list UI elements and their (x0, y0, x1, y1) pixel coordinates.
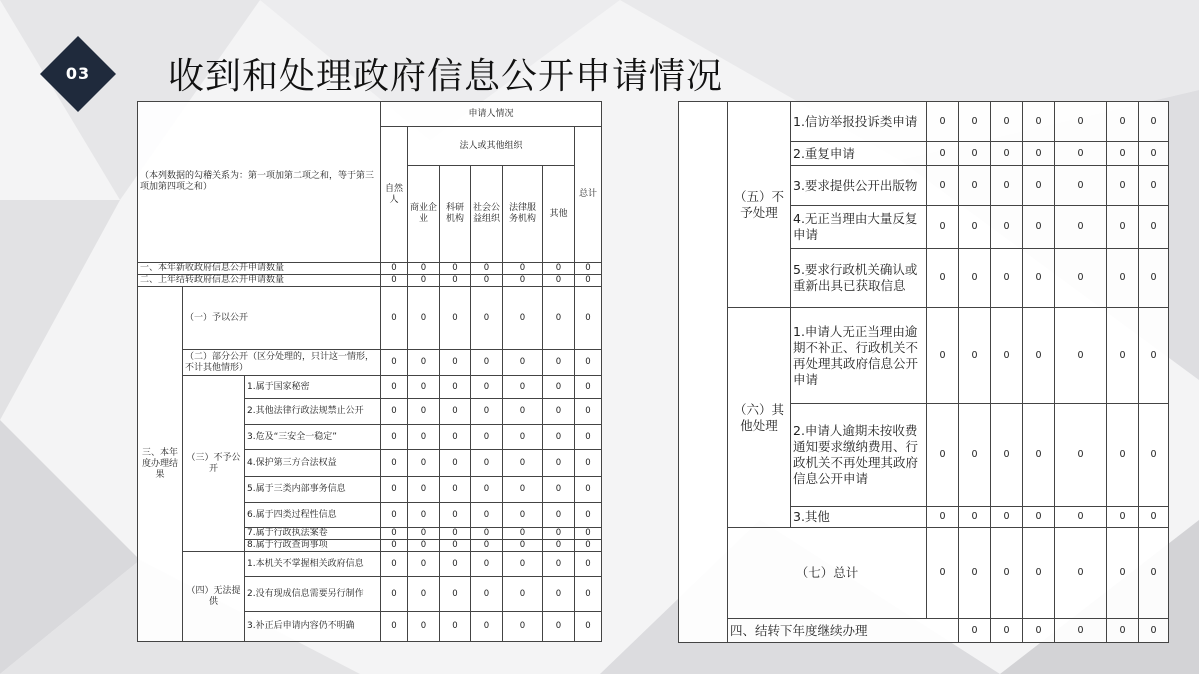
cell-value: 0 (381, 399, 408, 425)
cell-value: 0 (1055, 619, 1107, 643)
cell-value: 0 (381, 450, 408, 477)
cell-value: 0 (503, 577, 543, 612)
cell-value: （本列数据的勾稽关系为：第一项加第二项之和，等于第三项加第四项之和） (140, 171, 375, 192)
cell-value: 0 (927, 102, 959, 142)
header-legal-service: 法律服务机构 (503, 166, 543, 263)
cell-value: 0 (543, 376, 575, 399)
cell-value: 0 (575, 376, 602, 399)
cell-value: 0 (1023, 166, 1055, 206)
header-commercial: 商业企业 (408, 166, 440, 263)
cell-value: 0 (381, 425, 408, 450)
cell-value: 0 (927, 142, 959, 166)
cell-value: 0 (440, 528, 471, 540)
cell-value: 0 (575, 540, 602, 552)
cell-value: 0 (991, 142, 1023, 166)
row-label: 4.无正当理由大量反复申请 (791, 206, 927, 249)
left-spacer-cell (679, 102, 728, 643)
table-row (138, 275, 602, 287)
cell-value: 0 (1107, 528, 1139, 619)
item4-label: （四）无法提供 (183, 552, 245, 642)
header-applicant-situation: 申请人情况 (381, 102, 602, 127)
row-label: 8.属于行政查询事项 (245, 540, 381, 552)
cell-value: 0 (543, 287, 575, 350)
cell-value: 0 (543, 399, 575, 425)
cell-value: 0 (440, 577, 471, 612)
cell-value: 0 (1139, 619, 1169, 643)
table-row (679, 528, 1169, 619)
cell-value: 0 (1023, 404, 1055, 507)
cell-value: 0 (503, 287, 543, 350)
row-label: 2.重复申请 (791, 142, 927, 166)
cell-value: 0 (991, 206, 1023, 249)
cell-value: 0 (991, 102, 1023, 142)
cell-value: 0 (471, 450, 503, 477)
cell-value: 0 (575, 477, 602, 503)
cell-value: 0 (440, 552, 471, 577)
cell-value: 0 (503, 376, 543, 399)
table-row (138, 376, 602, 399)
cell-value: 0 (543, 425, 575, 450)
cell-value: 0 (440, 350, 471, 376)
cell-value: 0 (1107, 619, 1139, 643)
row-label: 2.没有现成信息需要另行制作 (245, 577, 381, 612)
section-number: 03 (65, 64, 91, 83)
cell-value: 0 (381, 612, 408, 642)
row-label: 1.本机关不掌握相关政府信息 (245, 552, 381, 577)
cell-value: 0 (959, 528, 991, 619)
cell-value: 0 (440, 399, 471, 425)
header-legal-persons: 法人或其他组织 (408, 127, 575, 166)
cell-value: 0 (1139, 142, 1169, 166)
cell-value: 0 (959, 404, 991, 507)
cell-value: 0 (471, 540, 503, 552)
cell-value: 0 (543, 612, 575, 642)
cell-value: 0 (575, 577, 602, 612)
cell-value: 0 (1023, 206, 1055, 249)
cell-value: 0 (471, 528, 503, 540)
row-label: 1.申请人无正当理由逾期不补正、行政机关不再处理其政府信息公开申请 (791, 308, 927, 404)
cell-value: 0 (575, 399, 602, 425)
cell-value: 0 (1107, 249, 1139, 308)
cell-value: 0 (927, 166, 959, 206)
cell-value: 0 (1107, 507, 1139, 528)
cell-value: 0 (1023, 507, 1055, 528)
item5-label: （五）不予处理 (728, 102, 791, 308)
cell-value: 0 (927, 249, 959, 308)
cell-value: 0 (1055, 206, 1107, 249)
cell-value: 0 (959, 142, 991, 166)
row-label: （一）予以公开 (183, 287, 381, 350)
cell-value: 0 (1055, 308, 1107, 404)
row-label: （二）部分公开（区分处理的，只计这一情形，不计其他情形） (183, 350, 381, 376)
cell-value: 0 (575, 612, 602, 642)
cell-value: 0 (408, 540, 440, 552)
row-label: 7.属于行政执法案卷 (245, 528, 381, 540)
table-note (138, 102, 381, 263)
header-total: 总计 (575, 127, 602, 263)
cell-value: 0 (408, 577, 440, 612)
table-row (138, 350, 602, 376)
cell-value: 0 (408, 528, 440, 540)
cell-value: 0 (503, 350, 543, 376)
cell-value: 0 (575, 503, 602, 528)
table-row (138, 552, 602, 577)
cell-value: 0 (408, 275, 440, 287)
cell-value: 0 (575, 552, 602, 577)
cell-value: 0 (381, 477, 408, 503)
cell-value: 0 (503, 425, 543, 450)
cell-value: 0 (503, 503, 543, 528)
cell-value: 0 (1107, 308, 1139, 404)
cell-value: 0 (927, 404, 959, 507)
cell-value: 0 (991, 249, 1023, 308)
cell-value: 0 (927, 308, 959, 404)
cell-value: 0 (381, 552, 408, 577)
cell-value: 0 (408, 263, 440, 275)
row-label: 3.要求提供公开出版物 (791, 166, 927, 206)
item6-label: （六）其他处理 (728, 308, 791, 528)
header-research: 科研机构 (440, 166, 471, 263)
cell-value: 0 (1107, 166, 1139, 206)
page-title: 收到和处理政府信息公开申请情况 (168, 56, 724, 97)
cell-value: 0 (1139, 528, 1169, 619)
row-label: 二、上年结转政府信息公开申请数量 (138, 275, 381, 287)
cell-value: 0 (471, 477, 503, 503)
section4-label: 四、结转下年度继续办理 (728, 619, 959, 643)
cell-value: 0 (471, 577, 503, 612)
table-row (138, 263, 602, 275)
cell-value: 0 (381, 503, 408, 528)
cell-value: 0 (1139, 507, 1169, 528)
cell-value: 0 (503, 528, 543, 540)
cell-value: 0 (381, 540, 408, 552)
cell-value: 0 (440, 503, 471, 528)
section-badge (38, 34, 118, 114)
cell-value: 0 (959, 619, 991, 643)
cell-value: 0 (408, 425, 440, 450)
cell-value: 0 (471, 263, 503, 275)
cell-value: 0 (991, 166, 1023, 206)
cell-value: 0 (408, 399, 440, 425)
cell-value: 0 (927, 206, 959, 249)
cell-value: 0 (991, 308, 1023, 404)
cell-value: 0 (543, 477, 575, 503)
cell-value: 0 (927, 507, 959, 528)
cell-value: 0 (503, 275, 543, 287)
row-label: 5.属于三类内部事务信息 (245, 477, 381, 503)
cell-value: 0 (440, 263, 471, 275)
cell-value: 0 (503, 612, 543, 642)
cell-value: 0 (1107, 142, 1139, 166)
cell-value: 0 (381, 263, 408, 275)
cell-value: 0 (408, 287, 440, 350)
cell-value: 0 (959, 166, 991, 206)
cell-value: 0 (440, 612, 471, 642)
cell-value: 0 (471, 376, 503, 399)
item3-label: （三）不予公开 (183, 376, 245, 552)
cell-value: 0 (471, 287, 503, 350)
cell-value: 0 (991, 619, 1023, 643)
header-social: 社会公益组织 (471, 166, 503, 263)
cell-value: 0 (1023, 528, 1055, 619)
cell-value: 0 (543, 503, 575, 528)
cell-value: 0 (575, 528, 602, 540)
cell-value: 0 (408, 612, 440, 642)
cell-value: 0 (471, 503, 503, 528)
row-label: 1.信访举报投诉类申请 (791, 102, 927, 142)
row-label: 5.要求行政机关确认或重新出具已获取信息 (791, 249, 927, 308)
cell-value: 0 (440, 540, 471, 552)
cell-value: 0 (991, 507, 1023, 528)
cell-value: 0 (575, 275, 602, 287)
right-table (678, 101, 1169, 643)
row-label: 3.补正后申请内容仍不明确 (245, 612, 381, 642)
cell-value: 0 (408, 350, 440, 376)
cell-value: 0 (543, 528, 575, 540)
cell-value: 0 (991, 404, 1023, 507)
cell-value: 0 (1055, 528, 1107, 619)
cell-value: 0 (471, 350, 503, 376)
cell-value: 0 (503, 399, 543, 425)
cell-value: 0 (1055, 404, 1107, 507)
cell-value: 0 (959, 507, 991, 528)
cell-value: 0 (1139, 404, 1169, 507)
table-row (679, 102, 1169, 142)
row-label: 6.属于四类过程性信息 (245, 503, 381, 528)
cell-value: 0 (575, 425, 602, 450)
cell-value: 0 (440, 450, 471, 477)
row-label: 3.危及“三安全一稳定” (245, 425, 381, 450)
cell-value: 0 (543, 577, 575, 612)
cell-value: 0 (471, 399, 503, 425)
cell-value: 0 (440, 275, 471, 287)
cell-value: 0 (503, 552, 543, 577)
cell-value: 0 (575, 287, 602, 350)
cell-value: 0 (503, 450, 543, 477)
cell-value: 0 (381, 376, 408, 399)
cell-value: 0 (959, 308, 991, 404)
cell-value: 0 (1139, 206, 1169, 249)
cell-value: 0 (381, 275, 408, 287)
cell-value: 0 (543, 350, 575, 376)
cell-value: 0 (471, 552, 503, 577)
cell-value: 0 (471, 612, 503, 642)
cell-value: 0 (575, 450, 602, 477)
cell-value: 0 (381, 577, 408, 612)
section3-label: 三、本年度办理结果 (138, 287, 183, 642)
cell-value: 0 (440, 425, 471, 450)
cell-value: 0 (543, 552, 575, 577)
cell-value: 0 (408, 376, 440, 399)
cell-value: 0 (381, 528, 408, 540)
cell-value: 0 (440, 287, 471, 350)
cell-value: 0 (471, 275, 503, 287)
cell-value: 0 (1023, 142, 1055, 166)
cell-value: 0 (1055, 166, 1107, 206)
cell-value: 0 (543, 275, 575, 287)
cell-value: 0 (1055, 507, 1107, 528)
row-label: 3.其他 (791, 507, 927, 528)
cell-value: 0 (959, 102, 991, 142)
cell-value: 0 (503, 477, 543, 503)
cell-value: 0 (408, 450, 440, 477)
cell-value: 0 (1023, 102, 1055, 142)
table-row (679, 308, 1169, 404)
row-label: 4.保护第三方合法权益 (245, 450, 381, 477)
cell-value: 0 (1139, 102, 1169, 142)
cell-value: 0 (381, 287, 408, 350)
cell-value: 0 (1055, 142, 1107, 166)
table-row (138, 287, 602, 350)
cell-value: 0 (543, 450, 575, 477)
table-row (679, 619, 1169, 643)
cell-value: 0 (1023, 619, 1055, 643)
cell-value: 0 (1107, 206, 1139, 249)
header-other: 其他 (543, 166, 575, 263)
cell-value: 0 (575, 350, 602, 376)
cell-value: 0 (1023, 249, 1055, 308)
cell-value: 0 (543, 263, 575, 275)
cell-value: 0 (503, 263, 543, 275)
left-table (137, 101, 602, 642)
cell-value: 0 (959, 249, 991, 308)
item7-label: （七）总计 (728, 528, 927, 619)
cell-value: 0 (1055, 249, 1107, 308)
cell-value: 0 (927, 528, 959, 619)
cell-value: 0 (440, 376, 471, 399)
cell-value: 0 (408, 552, 440, 577)
cell-value: 0 (381, 350, 408, 376)
cell-value: 0 (1055, 102, 1107, 142)
cell-value: 0 (408, 503, 440, 528)
cell-value: 0 (1107, 404, 1139, 507)
cell-value: 0 (575, 263, 602, 275)
cell-value: 0 (1139, 308, 1169, 404)
cell-value: 0 (1023, 308, 1055, 404)
cell-value: 0 (1139, 249, 1169, 308)
row-label: 一、本年新收政府信息公开申请数量 (138, 263, 381, 275)
row-label: 2.申请人逾期未按收费通知要求缴纳费用、行政机关不再处理其政府信息公开申请 (791, 404, 927, 507)
cell-value: 0 (991, 528, 1023, 619)
cell-value: 0 (1139, 166, 1169, 206)
cell-value: 0 (471, 425, 503, 450)
row-label: 2.其他法律行政法规禁止公开 (245, 399, 381, 425)
cell-value: 0 (440, 477, 471, 503)
header-natural-person: 自然人 (381, 127, 408, 263)
cell-value: 0 (408, 477, 440, 503)
cell-value: 0 (543, 540, 575, 552)
cell-value: 0 (503, 540, 543, 552)
row-label: 1.属于国家秘密 (245, 376, 381, 399)
cell-value: 0 (959, 206, 991, 249)
cell-value: 0 (1107, 102, 1139, 142)
